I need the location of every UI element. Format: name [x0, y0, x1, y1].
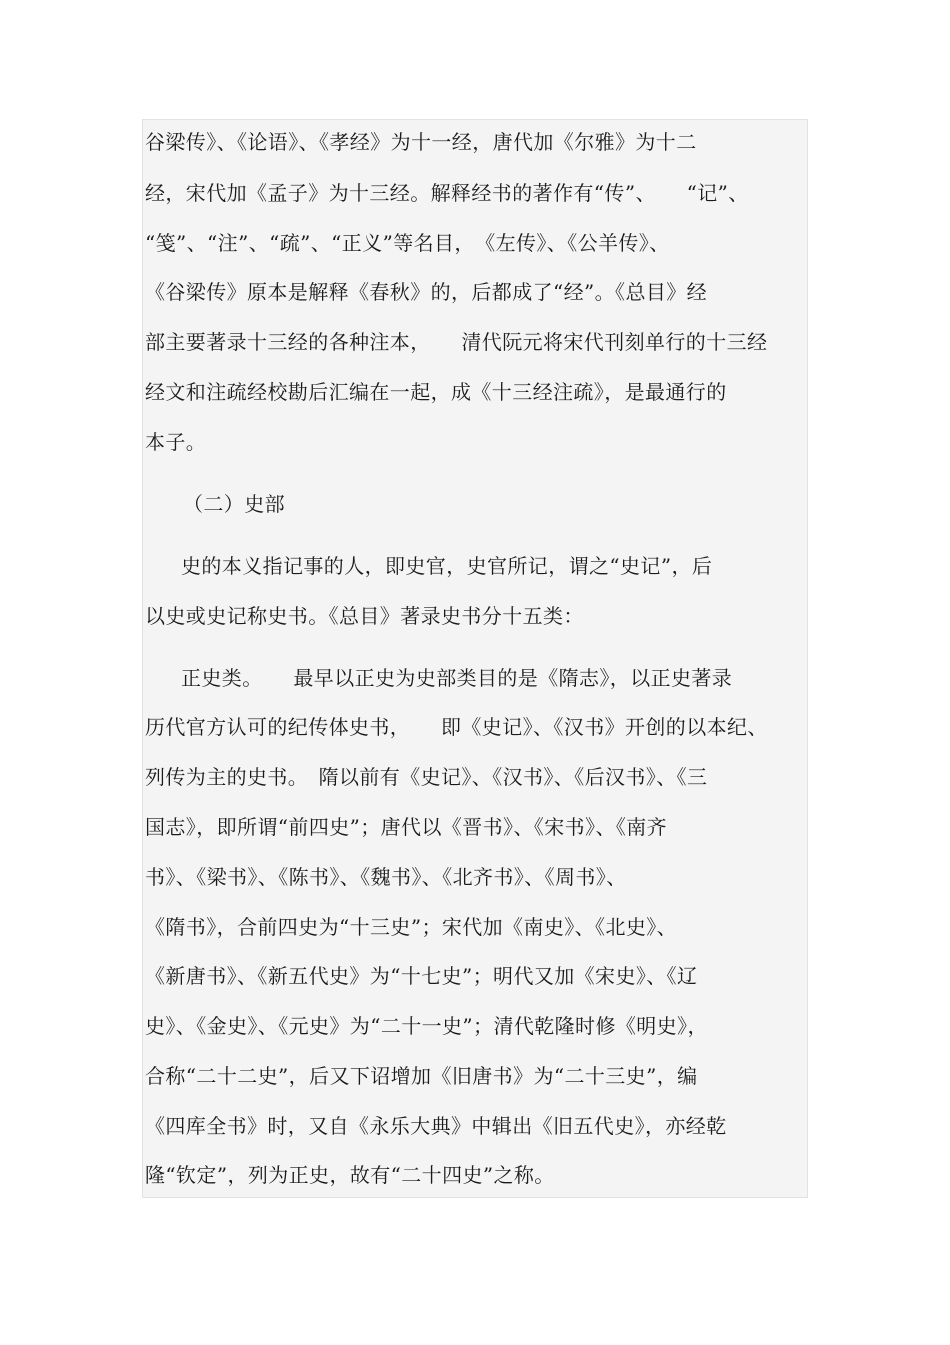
text-line-6: 经文和注疏经校勘后汇编在一起，成《十三经注疏》，是最通行的: [145, 380, 727, 404]
text-line-1: 谷梁传》、《论语》、《孝经》为十一经，唐代加《尔雅》为十二: [145, 130, 697, 154]
text-line-2: 经，宋代加《孟子》为十三经。解释经书的著作有“传”、 “记”、: [145, 181, 749, 205]
text-line-17: 《新唐书》、《新五代史》为“十七史”；明代又加《宋史》、《辽: [145, 964, 698, 988]
text-line-20: 《四库全书》时，又自《永乐大典》中辑出《旧五代史》，亦经乾: [145, 1114, 727, 1138]
text-line-4: 《谷梁传》原本是解释《春秋》的，后都成了“经”。《总目》经: [145, 280, 708, 304]
text-line-10: 以史或史记称史书。《总目》著录史书分十五类：: [145, 604, 584, 628]
text-line-12: 历代官方认可的纪传体史书， 即《史记》、《汉书》开创的以本纪、: [145, 715, 768, 739]
text-line-16: 《隋书》，合前四史为“十三史”；宋代加《南史》、《北史》、: [145, 915, 678, 939]
text-line-9: 史的本义指记事的人，即史官，史官所记，谓之“史记”，后: [181, 554, 713, 578]
text-line-11: 正史类。 最早以正史为史部类目的是《隋志》，以正史著录: [181, 666, 733, 690]
text-line-7: 本子。: [145, 430, 207, 454]
text-line-21: 隆“钦定”，列为正史，故有“二十四史”之称。: [145, 1163, 555, 1187]
text-line-3: “笺”、“注”、“疏”、“正义”等名目， 《左传》、《公羊传》、: [145, 231, 670, 255]
text-line-14: 国志》，即所谓“前四史”；唐代以《晋书》、《宋书》、《南齐: [145, 815, 668, 839]
text-line-5: 部主要著录十三经的各种注本， 清代阮元将宋代刊刻单行的十三经: [145, 330, 768, 354]
text-line-19: 合称“二十二史”，后又下诏增加《旧唐书》为“二十三史”，编: [145, 1064, 698, 1088]
section-heading-shibu: （二）史部: [183, 492, 285, 516]
text-line-18: 史》、《金史》、《元史》为“二十一史”；清代乾隆时修《明史》，: [145, 1014, 708, 1038]
document-text-block: [142, 119, 808, 1198]
text-line-15: 书》、《梁书》、《陈书》、《魏书》、《北齐书》、《周书》、: [145, 865, 627, 889]
text-line-13: 列传为主的史书。 隋以前有《史记》、《汉书》、《后汉书》、《三: [145, 765, 708, 789]
